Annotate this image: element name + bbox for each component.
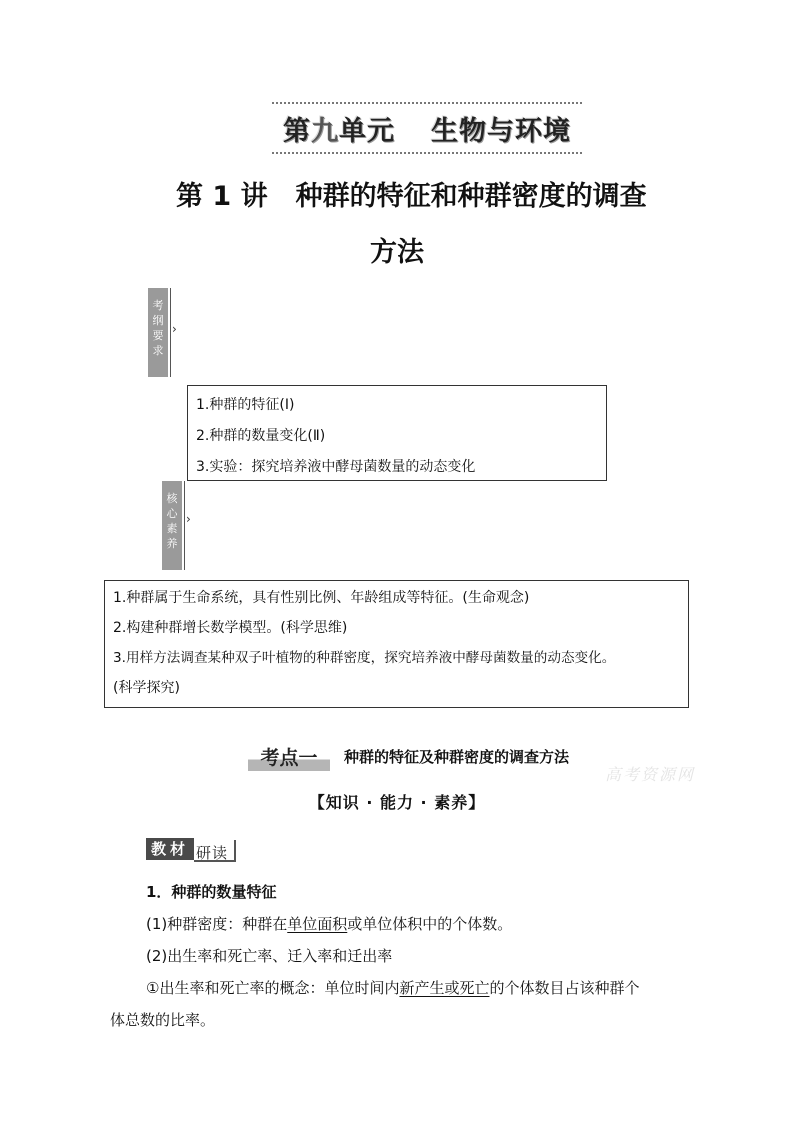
body-paragraph [110,908,690,940]
unit-prefix: 第 [283,115,311,147]
text-span: (1)种群密度：种群在 [146,915,288,933]
watermark: 高考资源网 [605,765,696,784]
core-item: (科学探究) [113,680,180,696]
text-span: 或单位体积中的个体数。 [347,915,513,933]
core-item: 2.构建种群增长数学模型。(科学思维) [113,620,348,636]
tab-core-label: 核心素养 [166,492,178,550]
text-span: 的个体数目占该种群个 [489,979,640,997]
lecture-title-line1: 种群的特征和种群密度的调查 [295,181,647,212]
body-heading: 1．种群的数量特征 [146,883,277,901]
tab-divider [170,288,171,377]
body-paragraph [110,972,690,1004]
unit-number: 九 [311,115,339,147]
textbook-tag-light: 研读 [194,840,236,862]
section-tag: 考点一 [248,745,330,771]
unit-subject: 生物与环境 [431,115,571,147]
core-literacy-box [104,580,689,708]
text-span: ①出生率和死亡率的概念：单位时间内 [146,979,400,997]
core-item: 3.用样方法调查某种双子叶植物的种群密度，探究培养液中酵母菌数量的动态变化。 [113,650,616,666]
lecture-number: 第 1 讲 [176,181,268,212]
exam-item: 1.种群的特征(Ⅰ) [196,397,295,413]
body-paragraph: 体总数的比率。 [110,1011,216,1029]
section-subheading: 【知识 · 能力 · 素养】 [308,793,486,812]
unit-suffix: 单元 [339,115,395,147]
tab-exam-label: 考纲要求 [152,299,164,357]
underlined-answer: 单位面积 [287,915,348,933]
textbook-reading-tag [146,838,236,862]
tab-divider [184,481,185,570]
exam-item: 3.实验：探究培养液中酵母菌数量的动态变化 [196,459,476,475]
textbook-tag-dark: 教材 [146,838,194,860]
unit-title [283,109,571,148]
section-title: 种群的特征及种群密度的调查方法 [344,748,570,766]
chevron-right-icon: › [172,322,177,336]
tab-core-literacy [162,481,182,570]
body-paragraph: (2)出生率和死亡率、迁入率和迁出率 [146,947,393,965]
lecture-title-line2: 方法 [370,237,424,268]
unit-banner [272,102,582,154]
lecture-title [176,170,696,224]
core-item: 1.种群属于生命系统，具有性别比例、年龄组成等特征。(生命观念) [113,590,530,606]
underlined-answer: 新产生或死亡 [399,979,490,997]
exam-item: 2.种群的数量变化(Ⅱ) [196,428,326,444]
body-text [110,876,690,1036]
chevron-right-icon: › [186,512,191,526]
exam-requirements-box [187,385,607,481]
tab-exam-requirements [148,288,168,377]
